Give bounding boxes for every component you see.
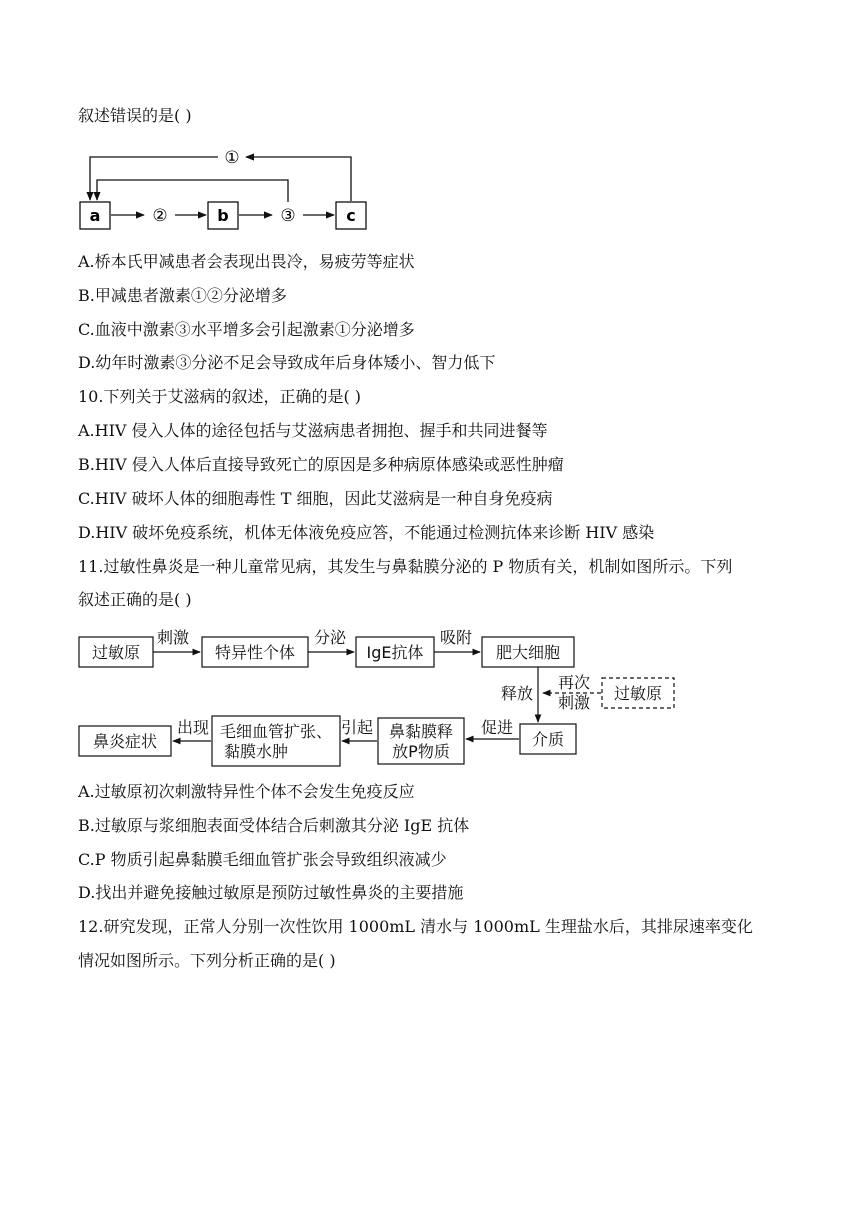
q11-option-a: A.过敏原初次刺激特异性个体不会发生免疫反应 bbox=[78, 782, 415, 801]
arrow-label-adsorb: 吸附 bbox=[439, 628, 473, 647]
hormone-3: ③ bbox=[280, 206, 296, 226]
label-ige: IgE抗体 bbox=[366, 643, 424, 662]
arrow-label-cause: 引起 bbox=[340, 718, 374, 737]
arrow-label-stimulate: 刺激 bbox=[156, 628, 190, 647]
q12-stem-line2: 情况如图所示。下列分析正确的是( ) bbox=[78, 951, 336, 970]
q11-option-c: C.P 物质引起鼻黏膜毛细血管扩张会导致组织液减少 bbox=[78, 850, 447, 869]
hormone-1: ① bbox=[224, 148, 240, 168]
q10-option-d: D.HIV 破坏免疫系统，机体无体液免疫应答，不能通过检测抗体来诊断 HIV 感染 bbox=[78, 523, 655, 542]
q11-stem-line1: 11.过敏性鼻炎是一种儿童常见病，其发生与鼻黏膜分泌的 P 物质有关，机制如图所示。下列 bbox=[78, 557, 733, 576]
label-symptom: 鼻炎症状 bbox=[92, 732, 158, 751]
label-capillary-1: 毛细血管扩张、 bbox=[219, 722, 333, 741]
label-b: b bbox=[217, 206, 229, 225]
arrow-label-again-2: 刺激 bbox=[557, 693, 591, 712]
label-mast-cell: 肥大细胞 bbox=[495, 643, 561, 662]
arrow-label-promote: 促进 bbox=[480, 718, 514, 737]
q11-stem-line2: 叙述正确的是( ) bbox=[78, 590, 192, 609]
label-a: a bbox=[89, 206, 101, 225]
label-nasal-p-2: 放P物质 bbox=[392, 742, 450, 761]
q10-stem: 10.下列关于艾滋病的叙述，正确的是( ) bbox=[78, 387, 362, 406]
label-mediator: 介质 bbox=[531, 730, 565, 749]
hormone-2: ② bbox=[152, 206, 168, 226]
q10-option-b: B.HIV 侵入人体后直接导致死亡的原因是多种病原体感染或恶性肿瘤 bbox=[78, 455, 564, 474]
q9-option-c: C.血液中激素③水平增多会引起激素①分泌增多 bbox=[78, 320, 415, 339]
label-allergen-again: 过敏原 bbox=[613, 684, 663, 703]
arrow-label-appear: 出现 bbox=[176, 718, 210, 737]
q10-option-a: A.HIV 侵入人体的途径包括与艾滋病患者拥抱、握手和共同进餐等 bbox=[78, 421, 548, 440]
label-allergen: 过敏原 bbox=[91, 643, 141, 662]
q9-stem-tail: 叙述错误的是( ) bbox=[78, 106, 192, 125]
arrow-label-secrete: 分泌 bbox=[313, 628, 347, 647]
q9-option-d: D.幼年时激素③分泌不足会导致成年后身体矮小、智力低下 bbox=[78, 353, 496, 372]
arrow-label-again-1: 再次 bbox=[557, 673, 591, 692]
q10-option-c: C.HIV 破坏人体的细胞毒性 T 细胞，因此艾滋病是一种自身免疫病 bbox=[78, 489, 553, 508]
label-capillary-2: 黏膜水肿 bbox=[223, 742, 289, 761]
q12-stem-line1: 12.研究发现，正常人分别一次性饮用 1000mL 清水与 1000mL 生理盐水后，其排尿速率变化 bbox=[78, 917, 753, 936]
q11-option-b: B.过敏原与浆细胞表面受体结合后刺激其分泌 IgE 抗体 bbox=[78, 816, 470, 835]
q11-option-d: D.找出并避免接触过敏原是预防过敏性鼻炎的主要措施 bbox=[78, 883, 464, 902]
arrow-label-release: 释放 bbox=[500, 684, 534, 703]
q9-option-b: B.甲减患者激素①②分泌增多 bbox=[78, 286, 287, 305]
label-specific-individual: 特异性个体 bbox=[214, 643, 296, 662]
label-c: c bbox=[346, 206, 356, 225]
q9-option-a: A.桥本氏甲减患者会表现出畏冷，易疲劳等症状 bbox=[78, 252, 415, 271]
label-nasal-p-1: 鼻黏膜释 bbox=[388, 722, 454, 741]
